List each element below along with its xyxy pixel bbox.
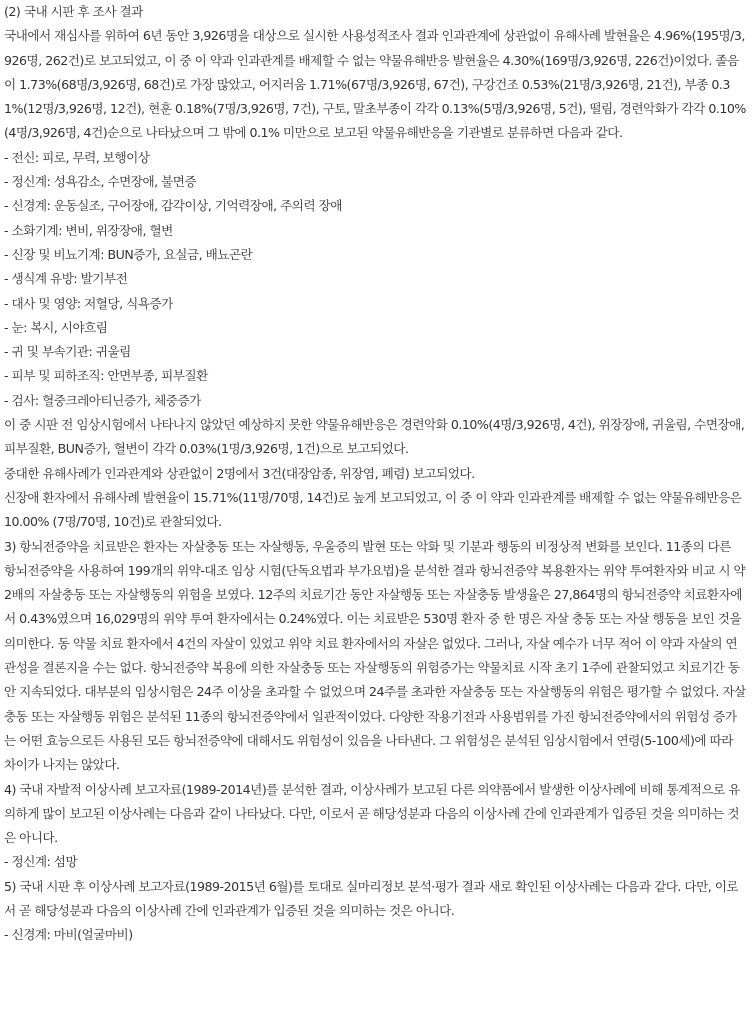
list-item: - 전신: 피로, 무력, 보행이상	[4, 149, 150, 165]
paragraph: 국내에서 재심사를 위하여 6년 동안 3,926명을 대상으로 실시한 사용성적조사 결과 인과관계에 상관없이 유해사례 발현율은 4.96%(195명/3,926명, 262건)로 보고되었고, 이 중 이 약과 인과관계를 배제할 수 없는 약물유해반응 발현율은 4.30%(169명/3,926명, 226건)이었다. 졸음이 1.73%(68명/3,926명, 68건)로 가장 많았고, 어지러움 1.71%(67명/3,926명, 67건), 구강건조 0.53%(21명/3,926명, 21건), 부종 0.31%(12명/3,926명, 12건), 현훈 0.18%(7명/3,926명, 7건), 구토, 말초부종이 각각 0.13%(5명/3,926명, 5건), 떨림, 경련악화가 각각 0.10%(4명/3,926명, 4건)순으로 나타났으며 그 밖에 0.1% 미만으로 보고된 약물유해반응을 기관별로 분류하면 다음과 같다.	[4, 28, 746, 141]
paragraph: 중대한 유해사례가 인과관계와 상관없이 2명에서 3건(대장암종, 위장염, 폐렴) 보고되었다.	[4, 465, 475, 481]
paragraph: 5) 국내 시판 후 이상사례 보고자료(1989-2015년 6월)를 토대로 실마리정보 분석·평가 결과 새로 확인된 이상사례는 다음과 같다. 다만, 이로서 곧 해당성분과 다음의 이상사례 간에 인과관계가 입증된 것을 의미하는 것은 아니다.	[4, 878, 739, 918]
paragraph: 4) 국내 자발적 이상사례 보고자료(1989-2014년)를 분석한 결과, 이상사례가 보고된 다른 의약품에서 발생한 이상사례에 비해 통계적으로 유의하게 많이 보고된 이상사례는 다음과 같이 나타났다. 다만, 이로서 곧 해당성분과 다음의 이상사례 간에 인과관계가 입증된 것을 의미하는 것은 아니다.	[4, 781, 740, 846]
paragraph: 신장애 환자에서 유해사례 발현율이 15.71%(11명/70명, 14건)로 높게 보고되었고, 이 중 이 약과 인과관계를 배제할 수 없는 약물유해반응은 10.00% (7명/70명, 10건)로 관찰되었다.	[4, 489, 742, 530]
list-item: - 신장 및 비뇨기계: BUN증가, 요실금, 배뇨곤란	[4, 246, 253, 262]
list-item: - 대사 및 영양: 저혈당, 식욕증가	[4, 295, 173, 311]
paragraph: 3) 항뇌전증약을 치료받은 환자는 자살충동 또는 자살행동, 우울증의 발현 또는 악화 및 기분과 행동의 비정상적 변화를 보인다. 11종의 다른 항뇌전증약을 사용하여 199개의 위약-대조 임상 시험(단독요법과 부가요법)을 분석한 결과 항뇌전증약 복용환자는 위약 투여환자와 비교 시 약 2배의 자살충동 또는 자살행동의 위험을 보였다. 12주의 치료기간 동안 자살행동 또는 자살충동 발생율은 27,864명의 항뇌전증약 치료환자에서 0.43%였으며 16,029명의 위약 투여 환자에서는 0.24%였다. 이는 치료받은 530명 환자 중 한 명은 자살 충동 또는 자살 행동을 보인 것을 의미한다. 동 약물 치료 환자에서 4건의 자살이 있었고 위약 치료 환자에서의 자살은 없었다. 그러나, 자살 예수가 너무 적어 이 약과 자살의 연관성을 결론지을 수는 없다. 항뇌전증약 복용에 의한 자살충동 또는 자살행동의 위험증가는 약물치료 시작 초기 1주에 관찰되었고 치료기간 동안 지속되었다. 대부분의 임상시험은 24주 이상을 초과할 수 없었으며 24주를 초과한 자살충동 또는 자살행동의 위험은 평가할 수 없었다. 자살충동 또는 자살행동 위험은 분석된 11종의 항뇌전증약에서 일관적이었다. 다양한 작용기전과 사용범위를 가진 항뇌전증약에서의 위험성 증가는 어떤 효능으로든 사용된 모든 항뇌전증약에 대해서도 위험성이 있음을 나타낸다. 그 위험성은 분석된 임상시험에서 연령(5-100세)에 따라 차이가 나지는 않았다.	[4, 538, 746, 773]
list-item: - 신경계: 마비(얼굴마비)	[4, 927, 133, 943]
paragraph: 이 중 시판 전 임상시험에서 나타나지 않았던 예상하지 못한 약물유해반응은 경련악화 0.10%(4명/3,926명, 4건), 위장장애, 귀울림, 수면장애, 피부질환, BUN증가, 혈변이 각각 0.03%(1명/3,926명, 1건)으로 보고되었다.	[4, 417, 745, 457]
list-item: - 생식계 유방: 발기부전	[4, 271, 128, 287]
list-item: - 정신계: 섬망	[4, 854, 78, 870]
list-item: - 신경계: 운동실조, 구어장애, 감각이상, 기억력장애, 주의력 장애	[4, 198, 342, 214]
list-item: - 정신계: 성욕감소, 수면장애, 불면증	[4, 174, 197, 190]
list-item: - 눈: 복시, 시야흐림	[4, 319, 108, 335]
list-item: - 귀 및 부속기관: 귀울림	[4, 344, 131, 360]
list-item: - 소화기계: 변비, 위장장애, 혈변	[4, 222, 173, 238]
section-heading: (2) 국내 시판 후 조사 결과	[4, 4, 143, 19]
list-item: - 피부 및 피하조직: 안면부종, 피부질환	[4, 368, 208, 384]
list-item: - 검사: 혈중크레아티닌증가, 체중증가	[4, 392, 201, 408]
